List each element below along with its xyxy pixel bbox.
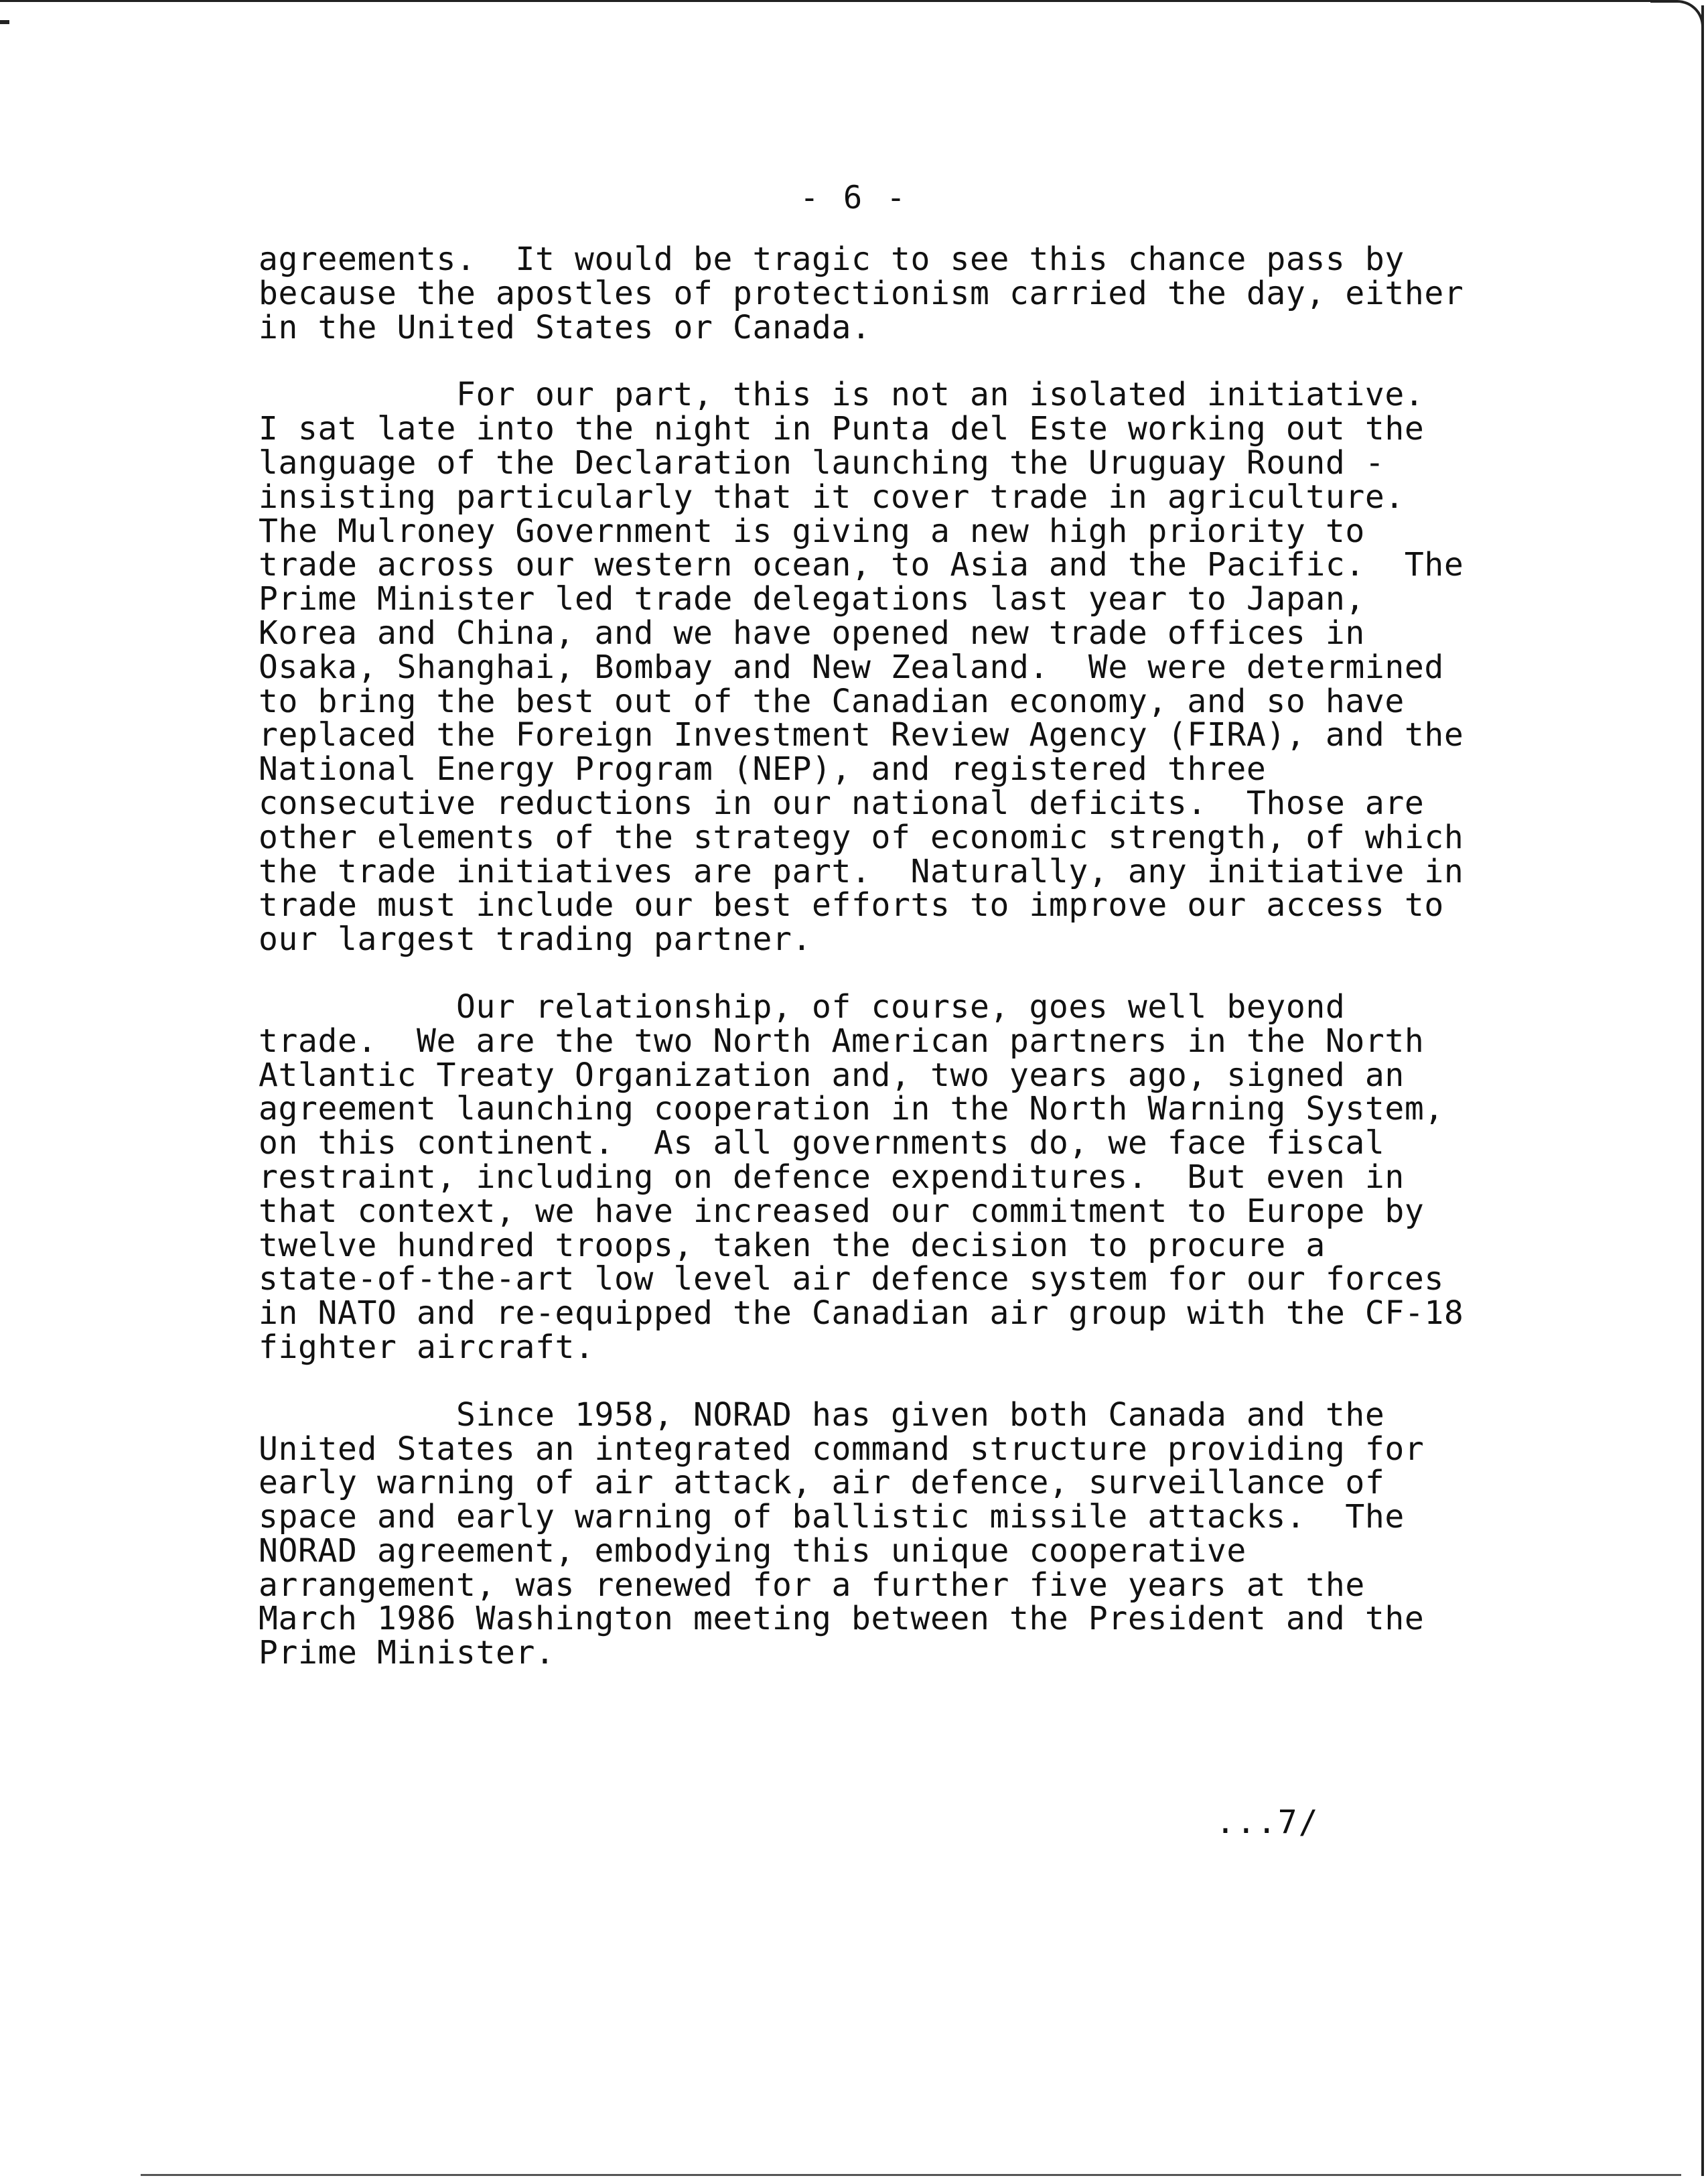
continuation-marker: ...7/ [1216,1803,1320,1841]
paragraph-2: For our part, this is not an isolated initiative. I sat late into the night in Punta del Este working out the language of the Declaration launching the Uruguay Round - insisting particularly that it cover trade in agriculture. The Mulroney Government is giving a new high priority to trade across our western ocean, to Asia and the Pacific. The Prime Minister led trade delegations last year to Japan, Korea and China, and we have opened new trade offices in Osaka, Shanghai, Bombay and New Zealand. We were determined to bring the best out of the Canadian economy, and so have replaced the Foreign Investment Review Agency (FIRA), and the National Energy Program (NEP), and registered three consecutive reductions in our national deficits. Those are other elements of the strategy of economic strength, of which the trade initiatives are part. Naturally, any initiative in trade must include our best efforts to improve our access to our largest trading partner. [259,376,1464,959]
paragraph-4: Since 1958, NORAD has given both Canada and the United States an integrated command structure providing for early warning of air attack, air defence, surveillance of space and early warning of ballistic missile attacks. The NORAD agreement, embodying this unique cooperative arrangement, was renewed for a further five years at the March 1986 Washington meeting between the President and the Prime Minister. [259,1395,1425,1672]
page-number: - 6 - [800,180,908,216]
paragraph-3: Our relationship, of course, goes well beyond trade. We are the two North American partners in the North Atlantic Treaty Organization and, two years ago, signed an agreement launching cooperation in the North Warning System, on this continent. As all governments do, we face fiscal restraint, including on defence expenditures. But even in that context, we have increased our commitment to Europe by twelve hundred troops, taken the decision to procure a state-of-the-art low level air defence system for our forces in NATO and re-equipped the Canadian air group with the CF-18 fighter aircraft. [259,987,1464,1366]
page-right-edge [1701,5,1704,2176]
page-left-tick [0,20,9,24]
page-top-edge [0,0,1654,2]
page-corner-curl [1650,0,1704,27]
page-bottom-edge [141,2174,1681,2176]
document-body [259,243,1518,1670]
paragraph-1: agreements. It would be tragic to see this chance pass by because the apostles of protectionism carried the day, either in the United States or Canada. [259,241,1464,346]
